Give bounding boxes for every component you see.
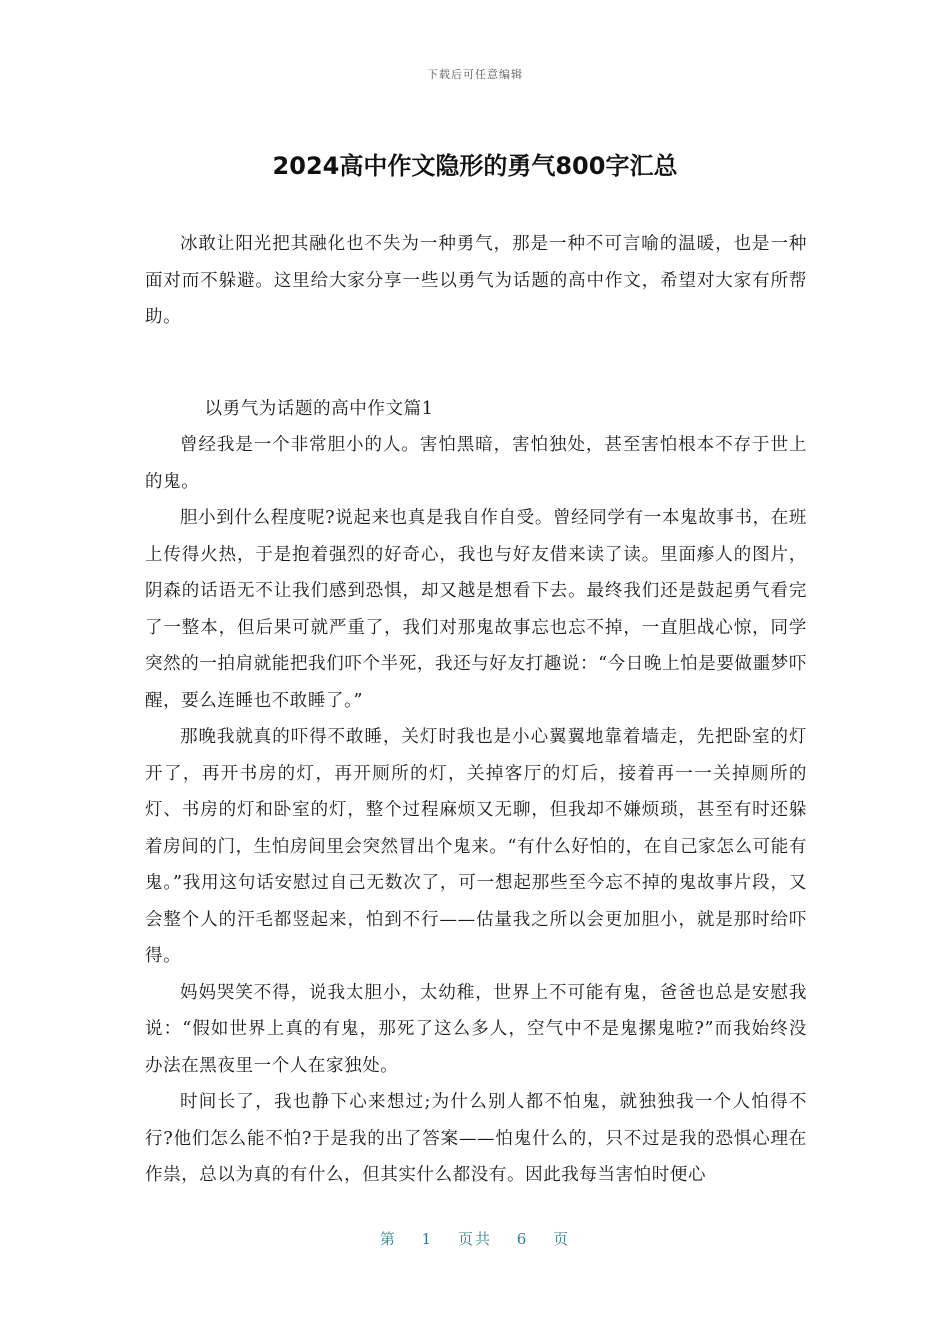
intro-paragraph: 冰敢让阳光把其融化也不失为一种勇气，那是一种不可言喻的温暖，也是一种面对而不躲避。这里给大家分享一些以勇气为话题的高中作文，希望对大家有所帮助。 — [145, 234, 807, 327]
document-body — [145, 226, 807, 1194]
body-paragraph: 曾经我是一个非常胆小的人。害怕黑暗，害怕独处，甚至害怕根本不存于世上的鬼。 — [145, 435, 807, 492]
header-note: 下载后可任意编辑 — [427, 68, 523, 81]
body-paragraph: 那晚我就真的吓得不敢睡，关灯时我也是小心翼翼地靠着墙走，先把卧室的灯开了，再开书房的灯，再开厕所的灯，关掉客厅的灯后，接着再一一关掉厕所的灯、书房的灯和卧室的灯，整个过程麻烦又无聊，但我却不嫌烦琐，甚至有时还躲着房间的门，生怕房间里会突然冒出个鬼来。“有什么好怕的，在自己家怎么可能有鬼。”我用这句话安慰过自己无数次了，可一想起那些至今忘不掉的鬼故事片段，又会整个人的汗毛都竖起来，怕到不行——估量我之所以会更加胆小，就是那时给吓得。 — [145, 727, 807, 966]
page-footer — [0, 1228, 950, 1249]
current-page-number: 1 — [421, 1230, 434, 1248]
footer-prefix: 第 — [379, 1230, 397, 1248]
body-paragraph: 时间长了，我也静下心来想过;为什么别人都不怕鬼，就独独我一个人怕得不行?他们怎么能不怕?于是我的出了答案——怕鬼什么的，只不过是我的恐惧心理在作祟，总以为真的有什么，但其实什么都没有。因此我每当害怕时便心 — [145, 1092, 807, 1185]
footer-suffix: 页 — [553, 1230, 571, 1248]
footer-middle: 页共 — [457, 1230, 492, 1248]
page-title: 2024高中作文隐形的勇气800字汇总 — [272, 152, 678, 180]
body-paragraph: 妈妈哭笑不得，说我太胆小，太幼稚，世界上不可能有鬼，爸爸也总是安慰我说：“假如世界上真的有鬼，那死了这么多人，空气中不是鬼摞鬼啦?”而我始终没办法在黑夜里一个人在家独处。 — [145, 982, 807, 1076]
total-pages-number: 6 — [516, 1230, 529, 1248]
section-heading: 以勇气为话题的高中作文篇1 — [204, 398, 434, 419]
body-paragraph: 胆小到什么程度呢?说起来也真是我自作自受。曾经同学有一本鬼故事书，在班上传得火热，于是抱着强烈的好奇心，我也与好友借来读了读。里面瘆人的图片，阴森的话语无不让我们感到恐惧，却又越是想看下去。最终我们还是鼓起勇气看完了一整本，但后果可就严重了，我们对那鬼故事忘也忘不掉，一直胆战心惊，同学突然的一拍肩就能把我们吓个半死，我还与好友打趣说：“今日晚上怕是要做噩梦吓醒，要么连睡也不敢睡了。” — [145, 508, 807, 711]
